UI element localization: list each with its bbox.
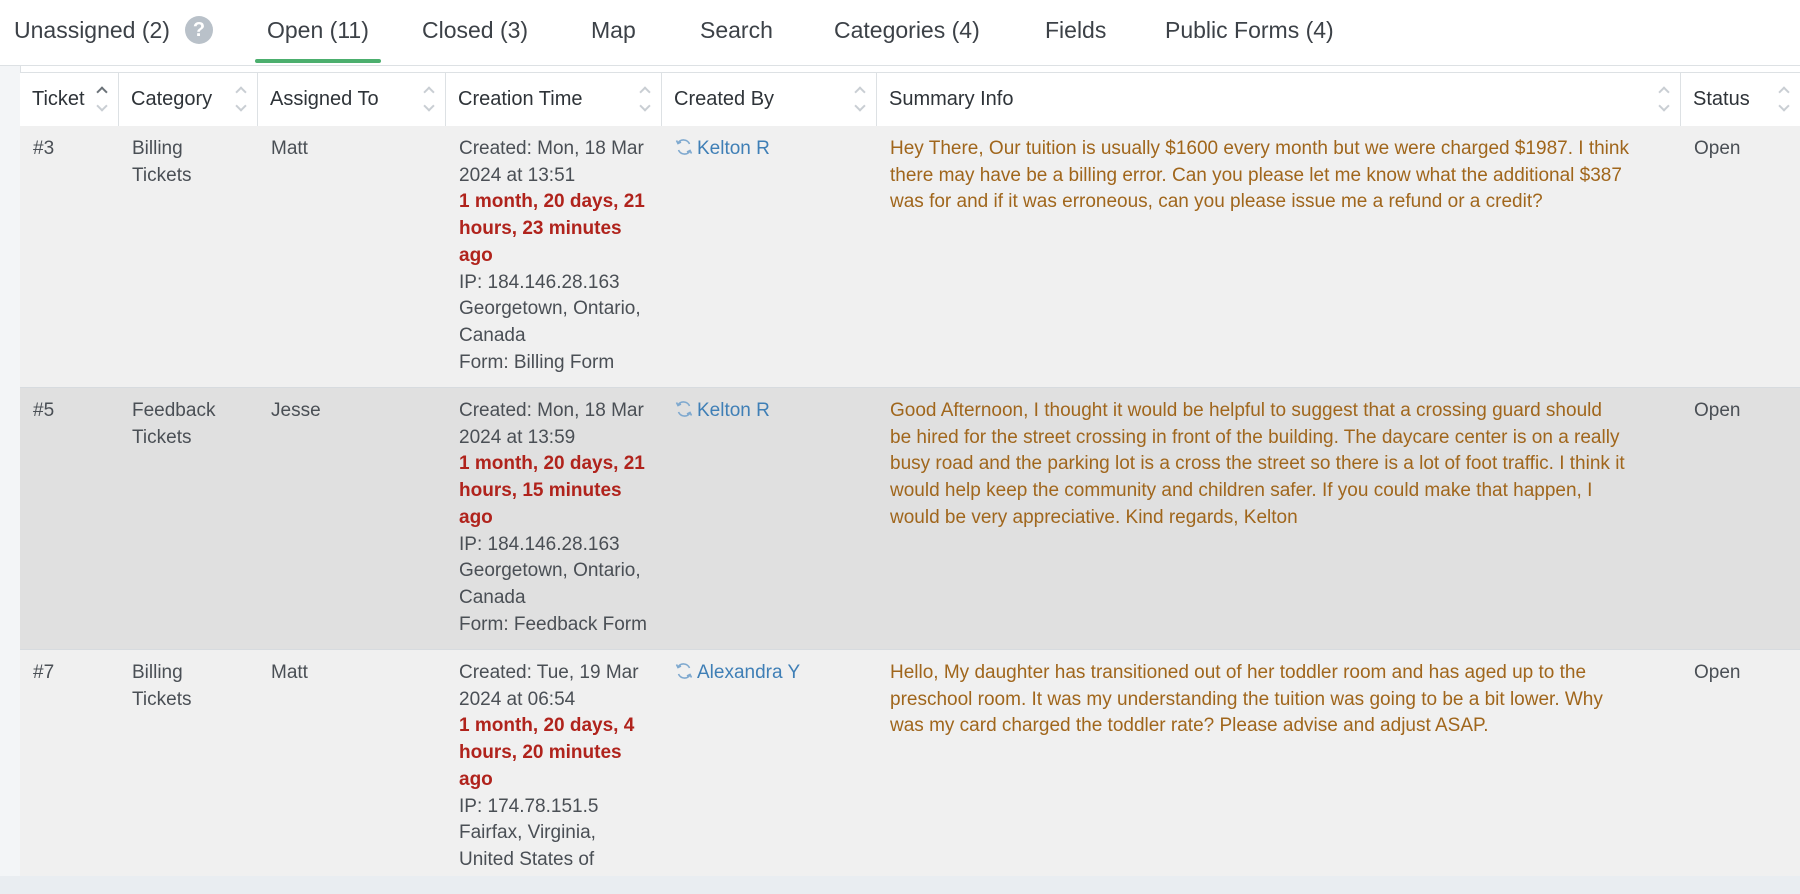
location: Georgetown, Ontario, — [459, 560, 641, 582]
refresh-icon — [675, 662, 693, 680]
summary-line: Good Afternoon, I thought it would be helpful to suggest that a crossing guard should — [890, 400, 1602, 421]
tickets-table — [20, 72, 1800, 876]
created-date: Created: Mon, 18 Mar — [459, 400, 644, 421]
time-ago: 1 month, 20 days, 21 — [459, 453, 645, 475]
summary-line: Hello, My daughter has transitioned out of her toddler room and has aged up to the — [890, 662, 1587, 683]
created-by-cell — [675, 650, 875, 687]
form-name: Form: Feedback Form — [459, 613, 647, 635]
sort-icon[interactable] — [854, 84, 866, 114]
time-ago: 1 month, 20 days, 21 — [459, 191, 645, 213]
status-cell: Open — [1694, 138, 1741, 159]
created-date: Created: Mon, 18 Mar — [459, 138, 644, 159]
column-label: Category — [131, 88, 213, 110]
tab-bar — [0, 0, 1800, 66]
time-ago: 1 month, 20 days, 4 — [459, 715, 635, 737]
summary-cell — [890, 126, 1690, 216]
column-header-category[interactable] — [119, 73, 258, 126]
time-ago: ago — [459, 506, 493, 528]
ip-address: IP: 174.78.151.5 — [459, 795, 599, 817]
table-header — [20, 72, 1800, 127]
tab-search[interactable]: Search — [700, 17, 773, 43]
created-date: 2024 at 13:51 — [459, 164, 576, 186]
column-label: Assigned To — [270, 88, 379, 110]
location: United States of — [459, 848, 595, 870]
column-header-creation-time[interactable] — [446, 73, 662, 126]
ip-address: IP: 184.146.28.163 — [459, 533, 620, 555]
category-line: Tickets — [132, 164, 192, 186]
ticket-id[interactable]: #3 — [33, 138, 55, 159]
sort-icon[interactable] — [639, 84, 651, 114]
form-name: Form: Billing Form — [459, 351, 615, 373]
summary-line: Hey There, Our tuition is usually $1600 every month but we were charged $1987. I think — [890, 138, 1629, 159]
category-line: Tickets — [132, 688, 192, 710]
summary-line: preschool room. It was my understanding the tuition was going to be a bit lower. Why — [890, 688, 1603, 710]
location: Fairfax, Virginia, — [459, 822, 596, 844]
time-ago: ago — [459, 244, 493, 266]
summary-line: be hired for the street crossing in front of the building. The daycare center is on a really — [890, 426, 1620, 448]
created-by-cell — [675, 388, 875, 425]
category-line: Tickets — [132, 426, 192, 448]
summary-cell — [890, 388, 1690, 532]
creation-time-cell — [459, 126, 659, 376]
assigned-to-cell: Matt — [271, 138, 308, 159]
category-cell — [132, 388, 252, 451]
category-line: Billing — [132, 662, 183, 683]
ticket-id[interactable]: #7 — [33, 662, 55, 683]
summary-line: busy road and the parking lot is a cross the street so there is a lot of foot traffic. I think it — [890, 453, 1625, 475]
location: Georgetown, Ontario, — [459, 298, 641, 320]
customer-link[interactable]: Alexandra Y — [697, 662, 801, 683]
time-ago: hours, 20 minutes — [459, 742, 622, 764]
customer-link[interactable]: Kelton R — [697, 138, 770, 159]
creation-time-cell — [459, 650, 659, 874]
tab-fields[interactable]: Fields — [1045, 17, 1107, 43]
time-ago: ago — [459, 768, 493, 790]
summary-line: would help keep the community and children safer. If you could make that happen, I — [890, 480, 1593, 502]
status-cell: Open — [1694, 662, 1741, 683]
ticket-id[interactable]: #5 — [33, 400, 55, 421]
created-date: 2024 at 13:59 — [459, 426, 576, 448]
tab-categories[interactable]: Categories (4) — [834, 17, 980, 43]
column-label: Status — [1693, 88, 1750, 110]
tab-public-forms[interactable]: Public Forms (4) — [1165, 17, 1334, 43]
column-header-summary-info[interactable] — [877, 73, 1681, 126]
sort-icon[interactable] — [1658, 84, 1670, 114]
summary-line: was for and if it was erroneous, can you please issue me a refund or a credit? — [890, 191, 1543, 213]
sort-icon[interactable] — [96, 84, 108, 114]
status-cell: Open — [1694, 400, 1741, 421]
table-row[interactable] — [20, 126, 1800, 388]
time-ago: hours, 23 minutes — [459, 218, 622, 240]
location: Canada — [459, 586, 526, 608]
table-row[interactable] — [20, 388, 1800, 650]
table-row[interactable] — [20, 650, 1800, 876]
category-line: Feedback — [132, 400, 216, 421]
column-label: Creation Time — [458, 88, 583, 110]
summary-line: there may have be a billing error. Can you please let me know what the additional $387 — [890, 164, 1622, 186]
assigned-to-cell: Jesse — [271, 400, 321, 421]
column-label: Created By — [674, 88, 775, 110]
creation-time-cell — [459, 388, 659, 638]
summary-cell — [890, 650, 1690, 740]
sort-icon[interactable] — [1778, 84, 1790, 114]
tab-open[interactable]: Open (11) — [267, 0, 369, 63]
tab-closed[interactable]: Closed (3) — [422, 17, 529, 43]
location: Canada — [459, 324, 526, 346]
created-date: Created: Tue, 19 Mar — [459, 662, 639, 683]
category-cell — [132, 650, 252, 713]
column-header-ticket[interactable] — [20, 73, 119, 126]
column-label: Ticket — [32, 88, 85, 110]
customer-link[interactable]: Kelton R — [697, 400, 770, 421]
tab-unassigned[interactable]: Unassigned (2) — [14, 17, 170, 43]
help-icon[interactable]: ? — [185, 16, 213, 44]
category-line: Billing — [132, 138, 183, 159]
column-header-created-by[interactable] — [662, 73, 877, 126]
column-header-assigned-to[interactable] — [258, 73, 446, 126]
tab-map[interactable]: Map — [591, 17, 636, 43]
category-cell — [132, 126, 252, 189]
summary-line: would be very appreciative. Kind regards, Kelton — [890, 506, 1298, 528]
created-by-cell — [675, 126, 875, 163]
refresh-icon — [675, 138, 693, 156]
refresh-icon — [675, 400, 693, 418]
summary-line: was my card charged the toddler rate? Please advise and adjust ASAP. — [890, 715, 1489, 737]
sort-icon[interactable] — [423, 84, 435, 114]
horizontal-scrollbar[interactable] — [0, 876, 1800, 894]
left-gutter — [0, 66, 21, 876]
assigned-to-cell: Matt — [271, 662, 308, 683]
time-ago: hours, 15 minutes — [459, 480, 622, 502]
created-date: 2024 at 06:54 — [459, 688, 576, 710]
column-header-status[interactable] — [1681, 73, 1800, 126]
column-label: Summary Info — [889, 88, 1014, 110]
sort-icon[interactable] — [235, 84, 247, 114]
ip-address: IP: 184.146.28.163 — [459, 271, 620, 293]
